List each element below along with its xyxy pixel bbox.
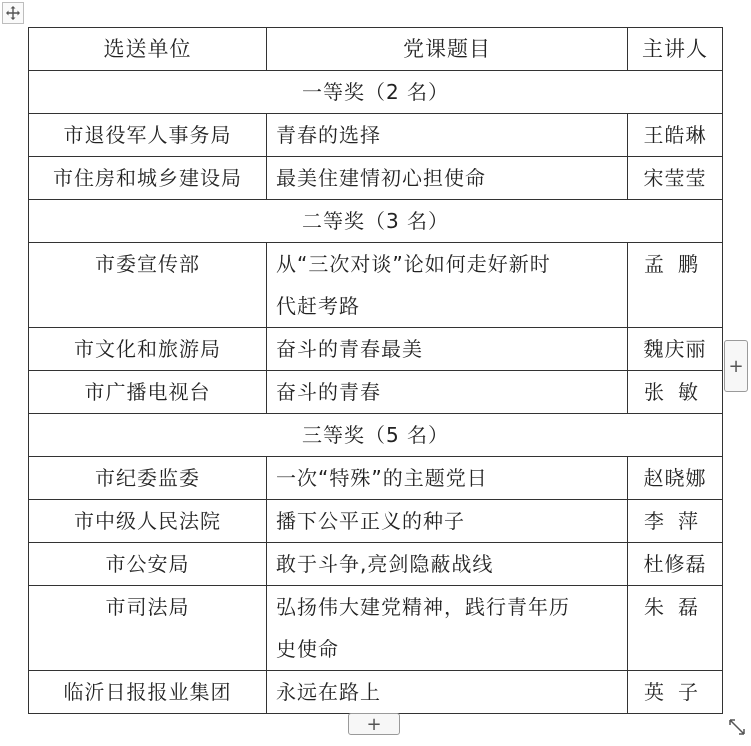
topic-cell: 永远在路上 [267, 671, 628, 714]
speaker-cell: 杜修磊 [628, 543, 723, 586]
unit-cell: 市纪委监委 [29, 457, 267, 500]
topic-cell: 敢于斗争,亮剑隐蔽战线 [267, 543, 628, 586]
table-row [29, 114, 723, 157]
unit-cell: 市委宣传部 [29, 243, 267, 328]
speaker-cell: 王皓琳 [628, 114, 723, 157]
section-title: 二等奖（3 名） [29, 200, 723, 243]
header-row [29, 28, 723, 71]
resize-diagonal-icon[interactable] [726, 716, 748, 738]
speaker-name: 朱磊 [644, 595, 712, 619]
unit-cell: 市住房和城乡建设局 [29, 157, 267, 200]
awards-table [28, 27, 723, 714]
speaker-name: 李萍 [644, 509, 712, 533]
section-title: 一等奖（2 名） [29, 71, 723, 114]
topic-line: 从“三次对谈”论如何走好新时 [276, 252, 551, 276]
topic-line: 史使命 [276, 637, 339, 661]
speaker-name: 张敏 [644, 380, 712, 404]
speaker-cell: 魏庆丽 [628, 328, 723, 371]
add-row-button[interactable] [348, 713, 400, 735]
table-row [29, 457, 723, 500]
unit-cell: 市公安局 [29, 543, 267, 586]
section-row-third-prize [29, 414, 723, 457]
header-topic: 党课题目 [267, 28, 628, 71]
table-row [29, 543, 723, 586]
topic-cell: 奋斗的青春最美 [267, 328, 628, 371]
table-row [29, 371, 723, 414]
section-row-first-prize [29, 71, 723, 114]
topic-cell [267, 586, 628, 671]
header-speaker: 主讲人 [628, 28, 723, 71]
table-row [29, 243, 723, 328]
topic-cell: 最美住建情初心担使命 [267, 157, 628, 200]
header-unit: 选送单位 [29, 28, 267, 71]
unit-cell: 临沂日报报业集团 [29, 671, 267, 714]
speaker-cell [628, 671, 723, 714]
unit-cell: 市司法局 [29, 586, 267, 671]
speaker-cell [628, 500, 723, 543]
speaker-name: 英子 [644, 680, 712, 704]
table-row [29, 157, 723, 200]
section-row-second-prize [29, 200, 723, 243]
unit-cell: 市文化和旅游局 [29, 328, 267, 371]
topic-cell: 播下公平正义的种子 [267, 500, 628, 543]
table-row [29, 586, 723, 671]
topic-cell: 奋斗的青春 [267, 371, 628, 414]
topic-cell: 一次“特殊”的主题党日 [267, 457, 628, 500]
speaker-cell [628, 243, 723, 328]
topic-line: 弘扬伟大建党精神，践行青年历 [276, 595, 570, 619]
topic-cell [267, 243, 628, 328]
table-row [29, 500, 723, 543]
topic-cell: 青春的选择 [267, 114, 628, 157]
table-row [29, 328, 723, 371]
unit-cell: 市广播电视台 [29, 371, 267, 414]
speaker-cell [628, 586, 723, 671]
plus-icon: + [366, 713, 382, 735]
topic-line: 代赶考路 [276, 294, 360, 318]
speaker-cell: 宋莹莹 [628, 157, 723, 200]
unit-cell: 市中级人民法院 [29, 500, 267, 543]
speaker-cell [628, 371, 723, 414]
table-row [29, 671, 723, 714]
table-move-handle[interactable] [2, 2, 24, 24]
move-arrows-icon [5, 5, 21, 21]
add-column-button[interactable] [724, 340, 748, 392]
unit-cell: 市退役军人事务局 [29, 114, 267, 157]
speaker-cell: 赵晓娜 [628, 457, 723, 500]
plus-icon: + [728, 355, 744, 377]
speaker-name: 孟鹏 [644, 252, 712, 276]
section-title: 三等奖（5 名） [29, 414, 723, 457]
